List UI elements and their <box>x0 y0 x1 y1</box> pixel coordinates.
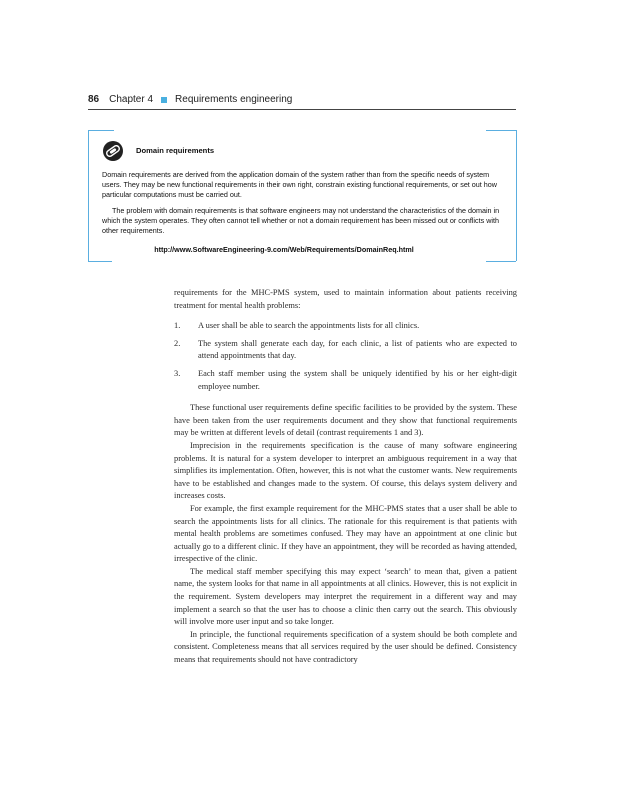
page-number: 86 <box>88 94 100 105</box>
body-paragraph: The medical staff member specifying this may expect ‘search’ to mean that, given a patient name, the system looks for that name in all appointments at all clinics. However, this is not explicit in the requirement. System developers may interpret the requirement in a different way and may implement a search so that the user has to choose a clinic then carry out the search. This obviously will involve more user input and so take longer. <box>174 566 517 627</box>
requirements-list <box>174 320 517 393</box>
box-paragraph: Domain requirements are derived from the application domain of the system rather than from the specific needs of system users. They may be new functional requirements in their own right, constrain existing functional requirements, or set out how particular computations must be carried out. <box>102 170 497 199</box>
body-paragraph: In principle, the functional requirements specification of a system should be both complete and consistent. Completeness means that all services required by the user should be defined. Consistency means that requirements should not have contradictory <box>174 629 517 665</box>
body-paragraph: For example, the first example requirement for the MHC-PMS states that a user shall be able to search the appointments lists for all clinics. The rationale for this requirement is that patients with mental health problems are sometimes confused. They may have an appointment at one clinic but actually go to a different clinic. If they have an appointment, they will be recorded as having attended, irrespective of the clinic. <box>174 503 517 564</box>
chapter-label: Chapter 4 <box>109 94 154 105</box>
list-text: Each staff member using the system shall be uniquely identified by his or her eight-digit employee number. <box>198 368 517 391</box>
box-url-link[interactable]: http://www.SoftwareEngineering-9.com/Web/Requirements/DomainReq.html <box>154 245 414 254</box>
header-rule <box>88 109 516 110</box>
running-header <box>88 94 528 105</box>
intro-paragraph: requirements for the MHC-PMS system, used to maintain information about patients receiving treatment for mental health problems: <box>174 288 517 310</box>
list-text: The system shall generate each day, for each clinic, a list of patients who are expected to attend appointments that day. <box>198 338 517 361</box>
box-border-left-bottom <box>88 261 112 262</box>
list-number: 3. <box>174 368 181 378</box>
box-header <box>102 140 506 162</box>
web-link-icon <box>102 140 124 162</box>
list-item <box>174 338 517 363</box>
list-number: 1. <box>174 321 181 331</box>
body-paragraph: Imprecision in the requirements specification is the cause of many software engineering problems. It is natural for a system developer to interpret an ambiguous requirement in a way that simplifies its implementation. Often, however, this is not what the customer wants. New requirements have to be established and changes made to the system. Of course, this delays system delivery and increases costs. <box>174 440 517 501</box>
main-body <box>174 287 517 667</box>
list-text: A user shall be able to search the appointments lists for all clinics. <box>198 321 420 331</box>
list-item <box>174 368 517 393</box>
body-paragraph: These functional user requirements define specific facilities to be provided by the system. These have been taken from the user requirements document and they show that functional requirements may be written at different levels of detail (contrast requirements 1 and 3). <box>174 403 517 438</box>
domain-requirements-box <box>102 140 506 255</box>
box-border-left-top <box>88 130 114 131</box>
box-paragraph: The problem with domain requirements is that software engineers may not understand the characteristics of the domain in which the system operates. They often cannot tell whether or not a domain requirement has been missed out or conflicts with other requirements. <box>102 206 500 235</box>
box-title: Domain requirements <box>136 146 215 155</box>
separator-square <box>161 97 167 103</box>
box-border-left <box>88 130 89 262</box>
box-border-right-top <box>486 130 516 131</box>
box-border-right <box>516 130 517 261</box>
chapter-title: Requirements engineering <box>175 94 293 105</box>
box-border-right-bottom <box>486 261 516 262</box>
list-number: 2. <box>174 338 181 348</box>
list-item <box>174 320 517 333</box>
